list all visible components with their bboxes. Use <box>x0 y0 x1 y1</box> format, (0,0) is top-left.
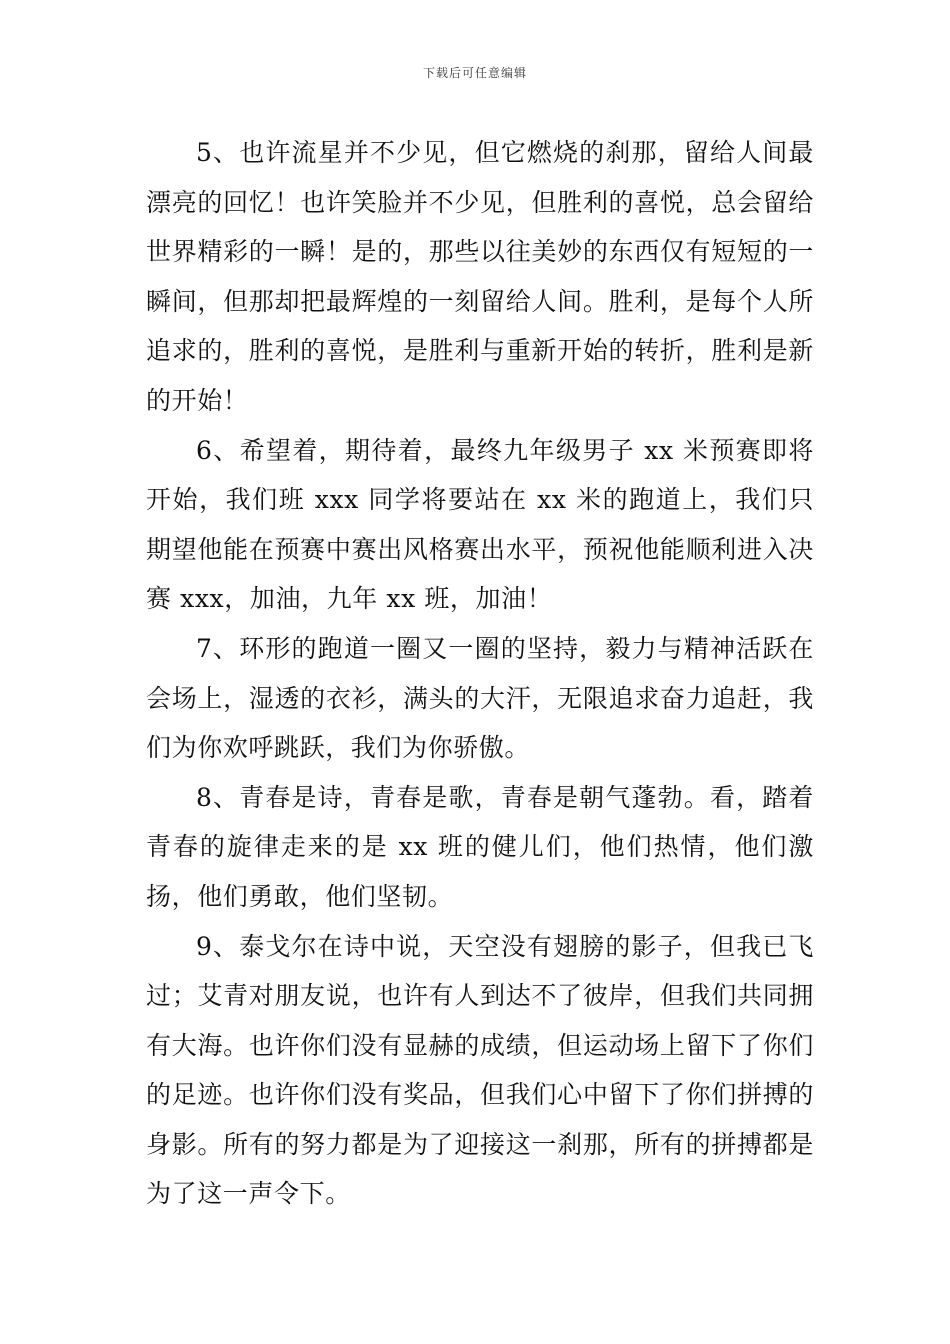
paragraph-5: 5、也许流星并不少见，但它燃烧的刹那，留给人间最漂亮的回忆！也许笑脸并不少见，但胜利的喜悦，总会留给世界精彩的一瞬！是的，那些以往美妙的东西仅有短短的一瞬间，但那却把最辉煌的一刻留给人间。胜利，是每个人所追求的，胜利的喜悦，是胜利与重新开始的转折，胜利是新的开始！ <box>146 138 814 415</box>
paragraph-8: 8、青春是诗，青春是歌，青春是朝气蓬勃。看，踏着青春的旋律走来的是 xx 班的健儿们，他们热情，他们激扬，他们勇敢，他们坚韧。 <box>146 782 814 911</box>
paragraph-6: 6、希望着，期待着，最终九年级男子 xx 米预赛即将开始，我们班 xxx 同学将要站在 xx 米的跑道上，我们只期望他能在预赛中赛出风格赛出水平，预祝他能顺利进入决赛 xxx，加油，九年 xx 班，加油！ <box>146 435 814 614</box>
document-body <box>146 128 814 1219</box>
paragraph-7: 7、环形的跑道一圈又一圈的坚持，毅力与精神活跃在会场上，湿透的衣衫，满头的大汗，无限追求奋力追赶，我们为你欢呼跳跃，我们为你骄傲。 <box>146 633 814 763</box>
page-header: 下载后可任意编辑 <box>422 66 527 80</box>
paragraph-9: 9、泰戈尔在诗中说，天空没有翅膀的影子，但我已飞过；艾青对朋友说，也许有人到达不了彼岸，但我们共同拥有大海。也许你们没有显赫的成绩，但运动场上留下了你们的足迹。也许你们没有奖品，但我们心中留下了你们拼搏的身影。所有的努力都是为了迎接这一刹那，所有的拼搏都是为了这一声令下。 <box>146 931 814 1209</box>
